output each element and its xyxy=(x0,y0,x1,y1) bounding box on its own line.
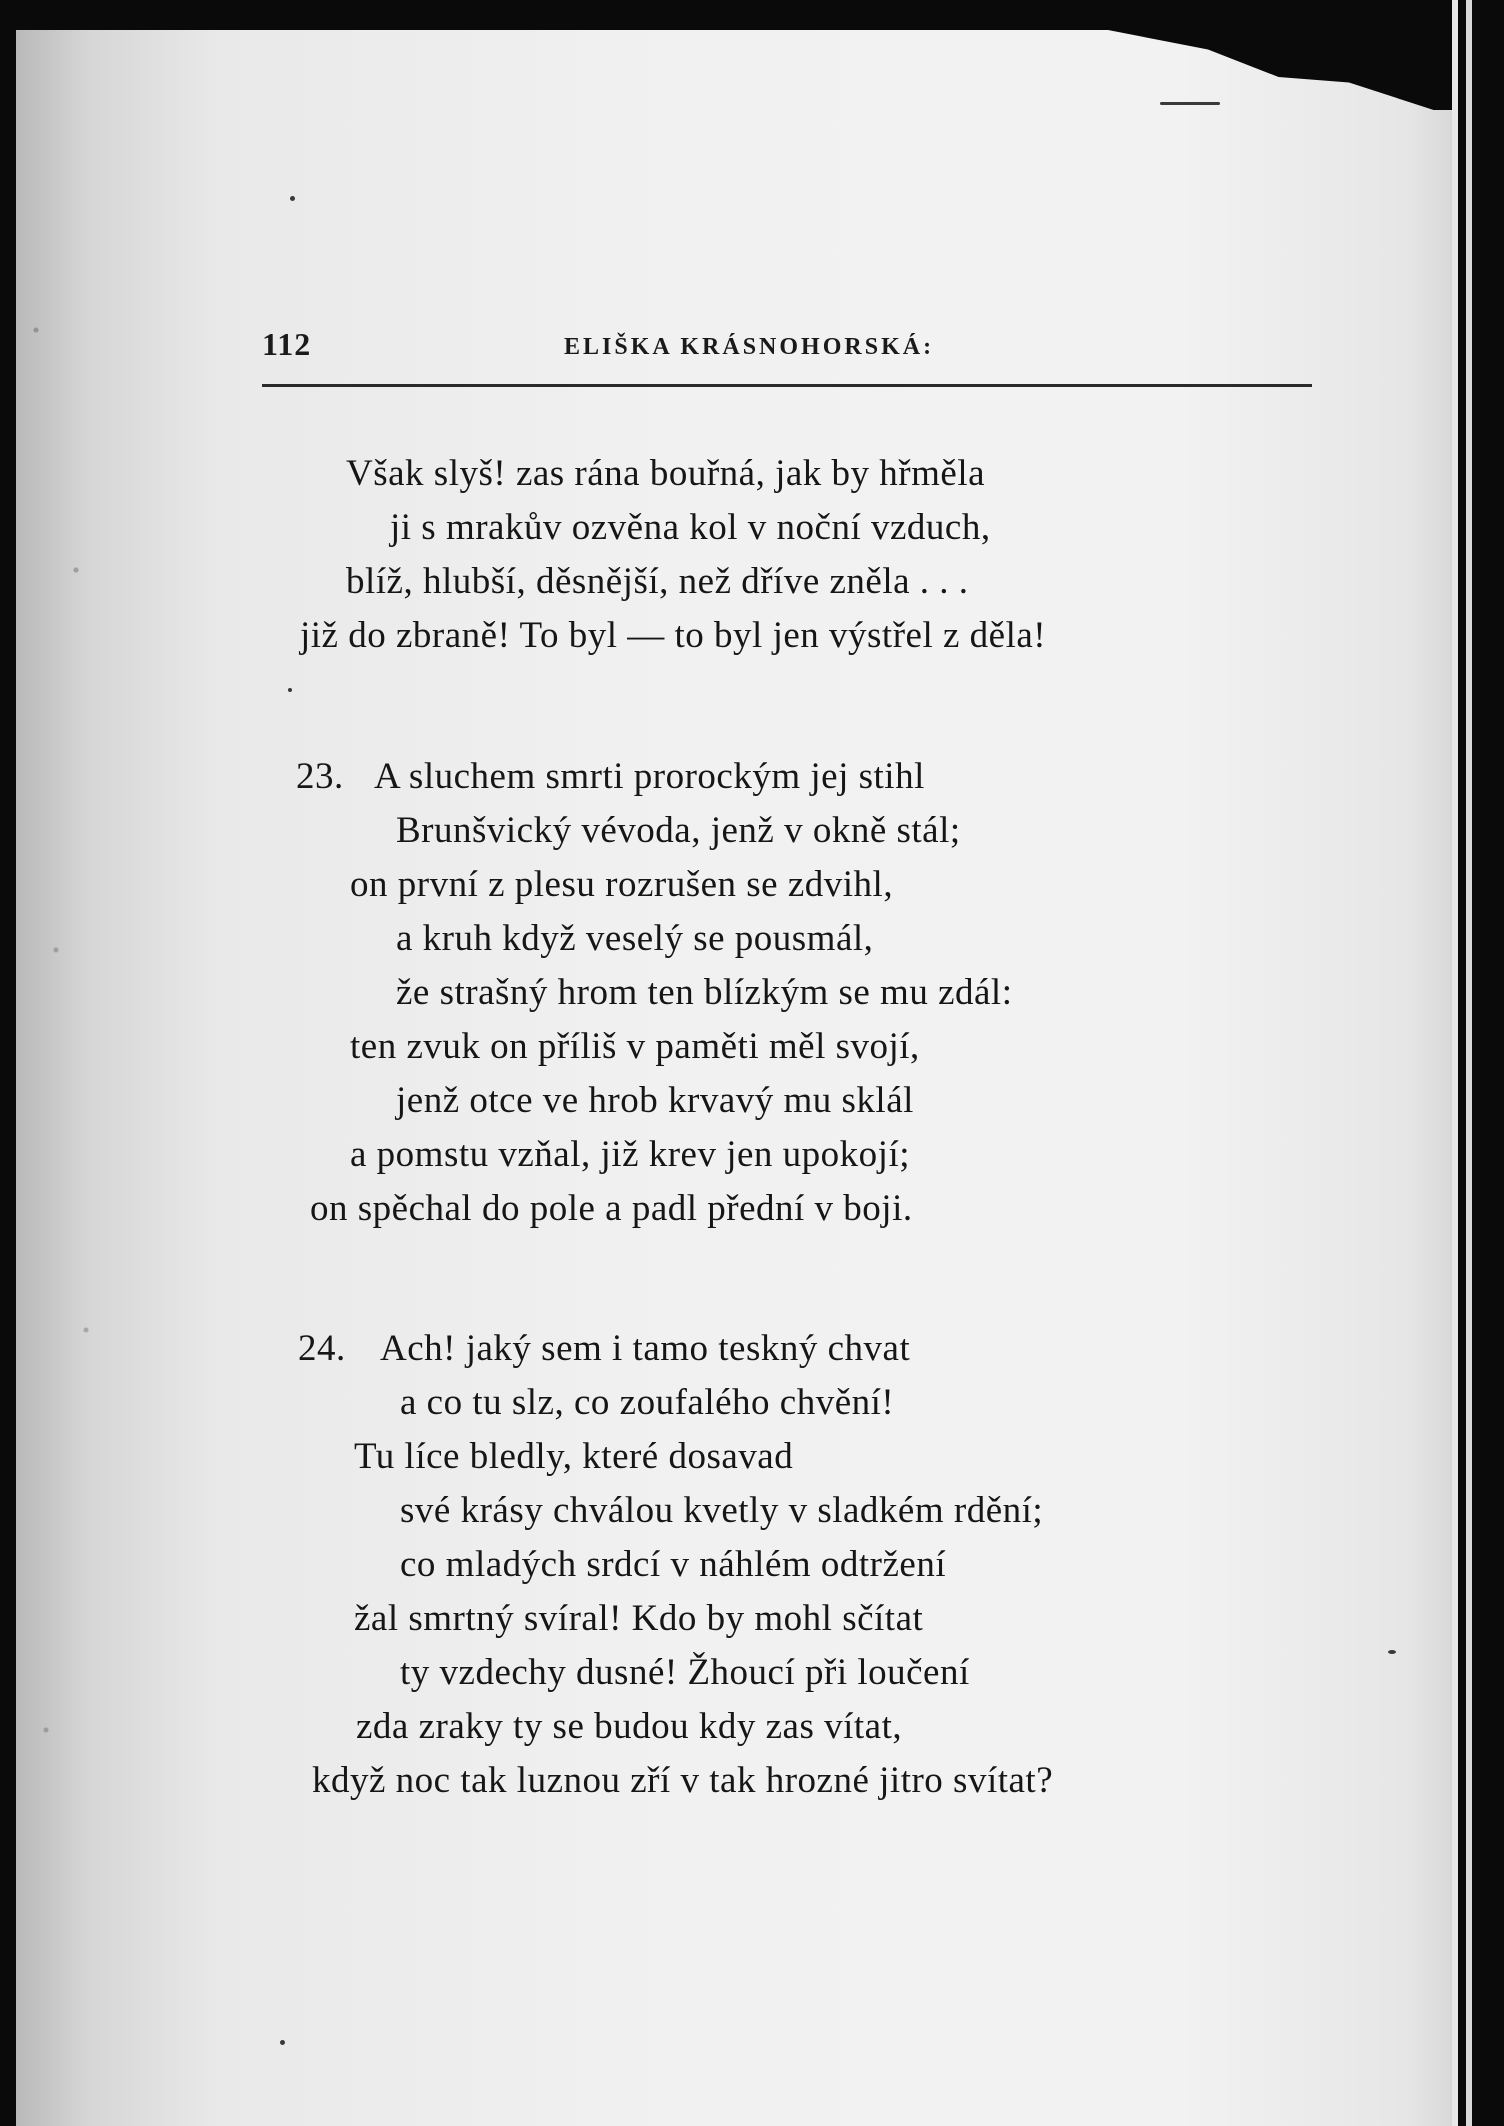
poem-line: blíž, hlubší, děsnější, než dříve zněla . . . xyxy=(346,561,969,602)
poem-line: ji s mrakův ozvěna kol v noční vzduch, xyxy=(390,507,991,548)
stanza-number: 24. xyxy=(298,1328,346,1369)
ink-speck xyxy=(280,2040,285,2045)
page-header xyxy=(262,326,1312,366)
poem-line: Tu líce bledly, které dosavad xyxy=(354,1436,794,1477)
poem-line: Však slyš! zas rána bouřná, jak by hřměla xyxy=(346,453,986,494)
poem-line: a pomstu vzňal, již krev jen upokojí; xyxy=(350,1134,911,1175)
book-edge xyxy=(1452,0,1504,2126)
poem-line: své krásy chválou kvetly v sladkém rdění; xyxy=(400,1490,1044,1531)
poem-line: Ach! jaký sem i tamo teskný chvat xyxy=(380,1328,911,1369)
poem-line: žal smrtný svíral! Kdo by mohl sčítat xyxy=(354,1598,924,1639)
page-number: 112 xyxy=(262,326,312,362)
poem-line: jenž otce ve hrob krvavý mu sklál xyxy=(396,1080,914,1121)
poem-line: a co tu slz, co zoufalého chvění! xyxy=(400,1382,895,1423)
poem-line: co mladých srdcí v náhlém odtržení xyxy=(400,1544,947,1585)
poem-line: Brunšvický vévoda, jenž v okně stál; xyxy=(396,810,961,851)
poem-line: a kruh když veselý se pousmál, xyxy=(396,918,874,959)
ink-speck xyxy=(290,196,295,201)
running-head: ELIŠKA KRÁSNOHORSKÁ: xyxy=(564,334,935,360)
poem-line: již do zbraně! To byl — to byl jen výstřel z děla! xyxy=(300,615,1047,656)
stanza-number: 23. xyxy=(296,756,344,797)
poem-line: A sluchem smrti prorockým jej stihl xyxy=(374,756,925,797)
poem-line: zda zraky ty se budou kdy zas vítat, xyxy=(356,1706,903,1747)
poem-line: ty vzdechy dusné! Žhoucí při loučení xyxy=(400,1652,970,1693)
poem-line: on spěchal do pole a padl přední v boji. xyxy=(310,1188,913,1229)
poem-line: když noc tak luznou zří v tak hrozné jitro svítat? xyxy=(312,1760,1054,1801)
ink-speck xyxy=(1388,1650,1396,1654)
ink-speck xyxy=(288,688,292,692)
header-rule xyxy=(262,384,1312,387)
poem-line: on první z plesu rozrušen se zdvihl, xyxy=(350,864,894,905)
poem-line: že strašný hrom ten blízkým se mu zdál: xyxy=(396,972,1013,1013)
poem-line: ten zvuk on příliš v paměti měl svojí, xyxy=(350,1026,920,1067)
ink-speck xyxy=(1160,102,1220,105)
